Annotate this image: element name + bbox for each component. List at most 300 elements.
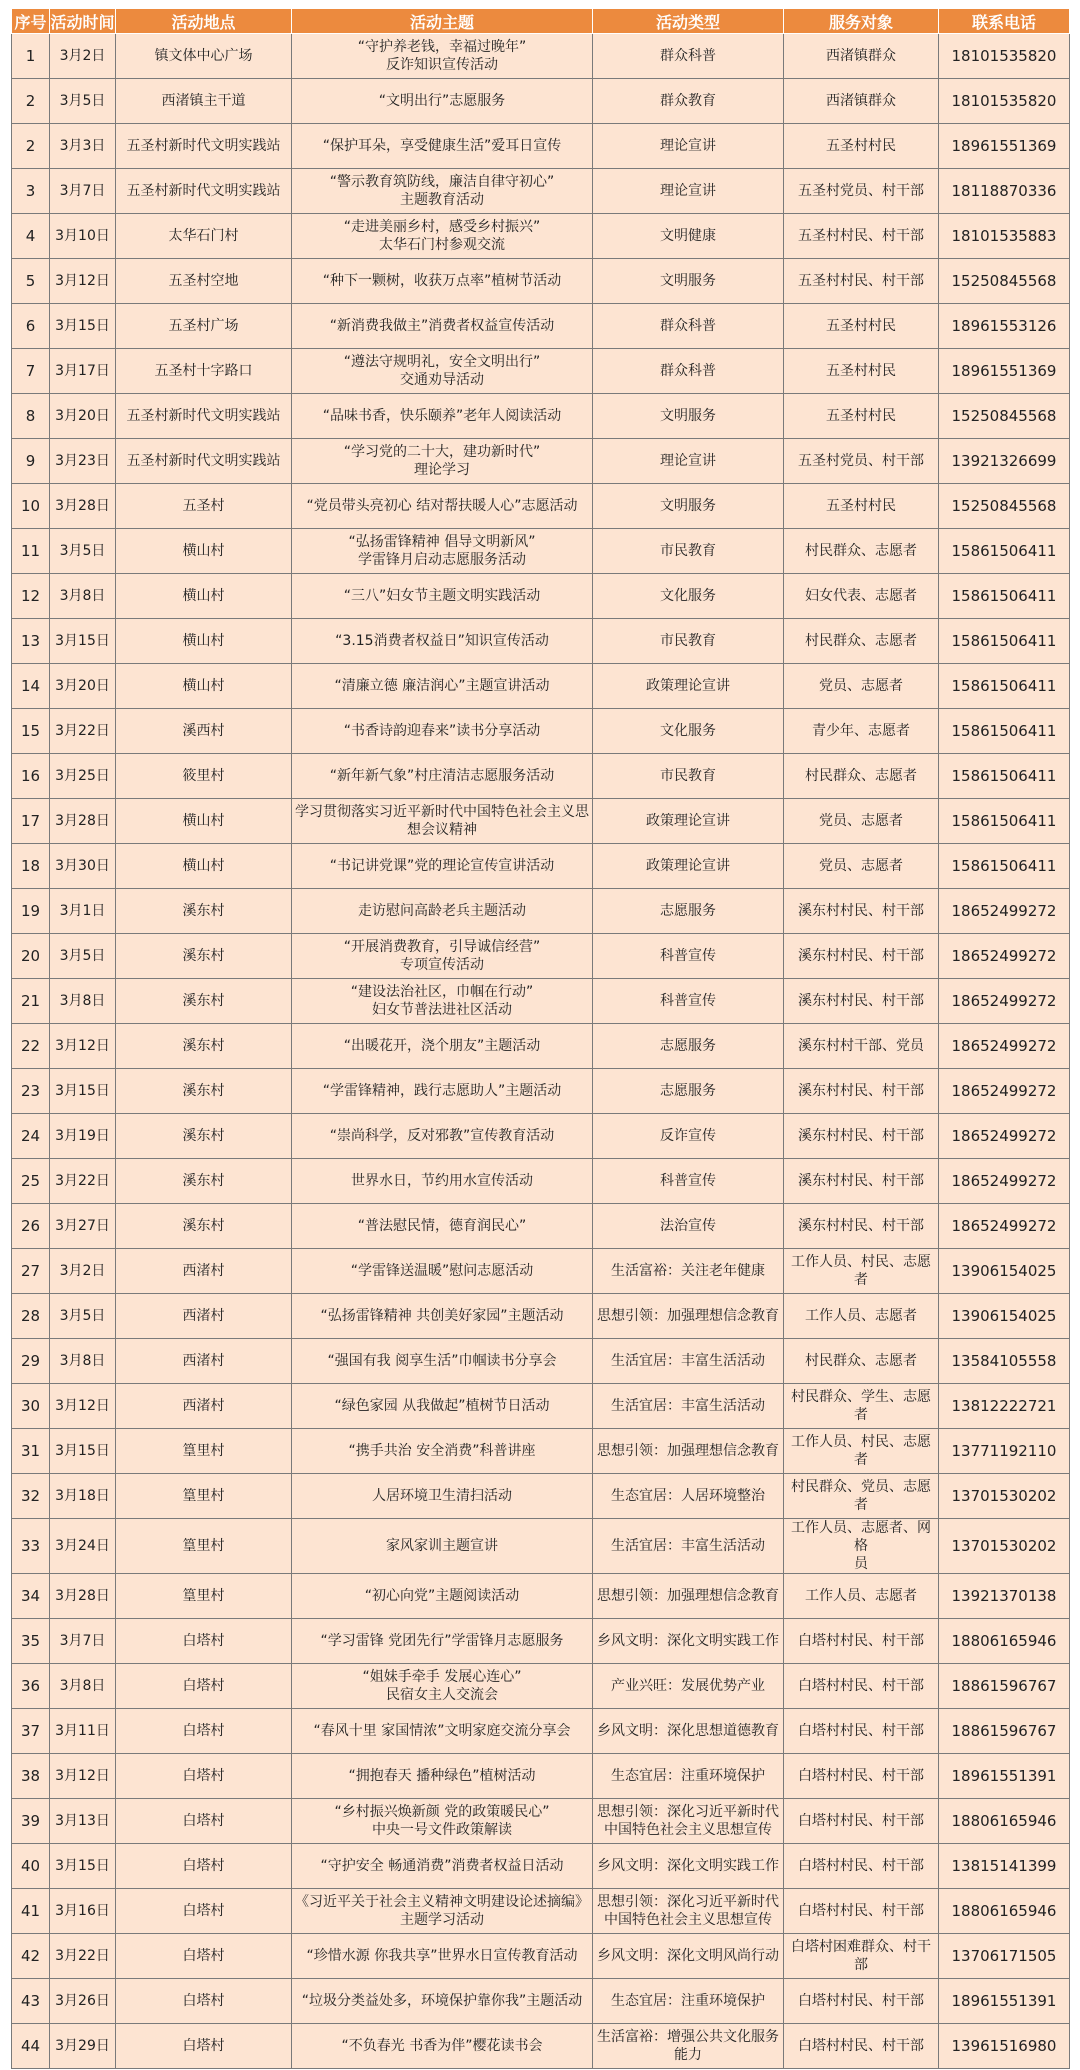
cell-location: 西渚村	[116, 1384, 292, 1429]
cell-phone: 18652499272	[939, 1069, 1070, 1114]
cell-location: 篁里村	[116, 1574, 292, 1619]
cell-audience: 工作人员、村民、志愿者	[784, 1429, 939, 1474]
cell-time: 3月12日	[50, 1384, 116, 1429]
cell-time: 3月15日	[50, 1844, 116, 1889]
cell-phone: 13921370138	[939, 1574, 1070, 1619]
header-location: 活动地点	[116, 9, 292, 34]
cell-type: 文化服务	[593, 709, 784, 754]
cell-location: 白塔村	[116, 1844, 292, 1889]
cell-topic: “学雷锋送温暖”慰问志愿活动	[292, 1249, 593, 1294]
cell-type: 文明服务	[593, 259, 784, 304]
cell-seq: 10	[12, 484, 50, 529]
cell-phone: 15861506411	[939, 619, 1070, 664]
cell-phone: 15861506411	[939, 844, 1070, 889]
cell-location: 白塔村	[116, 1799, 292, 1844]
cell-seq: 16	[12, 754, 50, 799]
cell-type: 群众科普	[593, 349, 784, 394]
cell-type: 理论宣讲	[593, 169, 784, 214]
cell-location: 五圣村新时代文明实践站	[116, 439, 292, 484]
cell-topic: “新消费我做主”消费者权益宣传活动	[292, 304, 593, 349]
cell-phone: 13815141399	[939, 1844, 1070, 1889]
cell-audience: 村民群众、志愿者	[784, 619, 939, 664]
cell-seq: 5	[12, 259, 50, 304]
cell-seq: 12	[12, 574, 50, 619]
table-row	[12, 889, 1070, 934]
cell-audience: 五圣村村民	[784, 124, 939, 169]
cell-location: 横山村	[116, 574, 292, 619]
cell-location: 五圣村新时代文明实践站	[116, 169, 292, 214]
cell-type: 文化服务	[593, 574, 784, 619]
cell-type: 乡风文明：深化思想道德教育	[593, 1709, 784, 1754]
cell-audience: 五圣村村民	[784, 484, 939, 529]
cell-type: 乡风文明：深化文明实践工作	[593, 1619, 784, 1664]
cell-topic: “姐妹手牵手 发展心连心” 民宿女主人交流会	[292, 1664, 593, 1709]
cell-type: 文明健康	[593, 214, 784, 259]
cell-location: 西渚村	[116, 1339, 292, 1384]
cell-phone: 18806165946	[939, 1619, 1070, 1664]
cell-topic: “学雷锋精神，践行志愿助人”主题活动	[292, 1069, 593, 1114]
cell-audience: 五圣村村民、村干部	[784, 259, 939, 304]
cell-type: 生态宜居：注重环境保护	[593, 1979, 784, 2024]
cell-audience: 白塔村村民、村干部	[784, 1709, 939, 1754]
cell-phone: 18652499272	[939, 979, 1070, 1024]
cell-location: 白塔村	[116, 1709, 292, 1754]
table-row	[12, 709, 1070, 754]
cell-audience: 村民群众、志愿者	[784, 529, 939, 574]
cell-seq: 39	[12, 1799, 50, 1844]
cell-location: 五圣村	[116, 484, 292, 529]
cell-time: 3月8日	[50, 979, 116, 1024]
cell-audience: 白塔村村民、村干部	[784, 1664, 939, 1709]
cell-location: 西渚村	[116, 1249, 292, 1294]
cell-location: 筱里村	[116, 754, 292, 799]
cell-audience: 五圣村村民	[784, 304, 939, 349]
cell-topic: “强国有我 阅享生活”巾帼读书分享会	[292, 1339, 593, 1384]
cell-seq: 8	[12, 394, 50, 439]
table-row	[12, 1069, 1070, 1114]
table-row	[12, 1799, 1070, 1844]
table-row	[12, 1934, 1070, 1979]
cell-location: 横山村	[116, 844, 292, 889]
cell-location: 五圣村空地	[116, 259, 292, 304]
cell-type: 生活宜居：丰富生活活动	[593, 1339, 784, 1384]
table-row	[12, 754, 1070, 799]
cell-time: 3月22日	[50, 1159, 116, 1204]
cell-location: 溪东村	[116, 1069, 292, 1114]
cell-audience: 白塔村村民、村干部	[784, 1979, 939, 2024]
cell-location: 五圣村新时代文明实践站	[116, 124, 292, 169]
cell-time: 3月5日	[50, 1294, 116, 1339]
cell-topic: 家风家训主题宣讲	[292, 1519, 593, 1574]
cell-topic: 学习贯彻落实习近平新时代中国特色社会主义思 想会议精神	[292, 799, 593, 844]
cell-time: 3月12日	[50, 1024, 116, 1069]
cell-audience: 西渚镇群众	[784, 34, 939, 79]
cell-time: 3月11日	[50, 1709, 116, 1754]
cell-type: 反诈宣传	[593, 1114, 784, 1159]
table-row	[12, 934, 1070, 979]
cell-topic: “开展消费教育，引导诚信经营” 专项宣传活动	[292, 934, 593, 979]
cell-seq: 40	[12, 1844, 50, 1889]
cell-audience: 溪东村村干部、党员	[784, 1024, 939, 1069]
cell-seq: 13	[12, 619, 50, 664]
cell-phone: 18652499272	[939, 1024, 1070, 1069]
table-row	[12, 1159, 1070, 1204]
table-row	[12, 1339, 1070, 1384]
cell-topic: “文明出行”志愿服务	[292, 79, 593, 124]
cell-phone: 13906154025	[939, 1249, 1070, 1294]
table-row	[12, 2024, 1070, 2069]
cell-time: 3月25日	[50, 754, 116, 799]
cell-audience: 白塔村村民、村干部	[784, 1889, 939, 1934]
cell-audience: 溪东村村民、村干部	[784, 1069, 939, 1114]
cell-phone: 15861506411	[939, 574, 1070, 619]
cell-audience: 溪东村村民、村干部	[784, 1159, 939, 1204]
cell-topic: “品味书香，快乐颐养”老年人阅读活动	[292, 394, 593, 439]
cell-time: 3月19日	[50, 1114, 116, 1159]
cell-time: 3月5日	[50, 934, 116, 979]
cell-seq: 23	[12, 1069, 50, 1114]
cell-phone: 18961551369	[939, 349, 1070, 394]
table-body	[12, 34, 1070, 2069]
cell-topic: “新年新气象”村庄清洁志愿服务活动	[292, 754, 593, 799]
cell-topic: “警示教育筑防线，廉洁自律守初心” 主题教育活动	[292, 169, 593, 214]
cell-seq: 24	[12, 1114, 50, 1159]
cell-time: 3月7日	[50, 1619, 116, 1664]
cell-time: 3月2日	[50, 1249, 116, 1294]
cell-seq: 34	[12, 1574, 50, 1619]
cell-type: 乡风文明：深化文明实践工作	[593, 1844, 784, 1889]
cell-type: 科普宣传	[593, 1159, 784, 1204]
cell-phone: 18961553126	[939, 304, 1070, 349]
cell-topic: “遵法守规明礼，安全文明出行” 交通劝导活动	[292, 349, 593, 394]
cell-time: 3月17日	[50, 349, 116, 394]
cell-type: 文明服务	[593, 394, 784, 439]
cell-phone: 15861506411	[939, 529, 1070, 574]
cell-time: 3月26日	[50, 1979, 116, 2024]
cell-type: 群众教育	[593, 79, 784, 124]
cell-seq: 19	[12, 889, 50, 934]
cell-time: 3月24日	[50, 1519, 116, 1574]
cell-location: 白塔村	[116, 1619, 292, 1664]
cell-type: 思想引领：加强理想信念教育	[593, 1294, 784, 1339]
cell-time: 3月29日	[50, 2024, 116, 2069]
cell-location: 白塔村	[116, 2024, 292, 2069]
cell-phone: 18652499272	[939, 1204, 1070, 1249]
cell-location: 横山村	[116, 799, 292, 844]
cell-phone: 15861506411	[939, 799, 1070, 844]
cell-topic: 人居环境卫生清扫活动	[292, 1474, 593, 1519]
cell-seq: 38	[12, 1754, 50, 1799]
cell-seq: 21	[12, 979, 50, 1024]
cell-phone: 13701530202	[939, 1519, 1070, 1574]
cell-phone: 18101535883	[939, 214, 1070, 259]
table-row	[12, 304, 1070, 349]
cell-topic: “三八”妇女节主题文明实践活动	[292, 574, 593, 619]
cell-location: 太华石门村	[116, 214, 292, 259]
cell-location: 溪东村	[116, 1024, 292, 1069]
cell-time: 3月28日	[50, 799, 116, 844]
table-row	[12, 799, 1070, 844]
cell-type: 产业兴旺：发展优势产业	[593, 1664, 784, 1709]
table-row	[12, 1664, 1070, 1709]
cell-topic: “守护安全 畅通消费”消费者权益日活动	[292, 1844, 593, 1889]
table-row	[12, 1709, 1070, 1754]
cell-audience: 白塔村困难群众、村干部	[784, 1934, 939, 1979]
cell-topic: “党员带头亮初心 结对帮扶暖人心”志愿活动	[292, 484, 593, 529]
cell-location: 篁里村	[116, 1429, 292, 1474]
table-row	[12, 1474, 1070, 1519]
cell-location: 五圣村广场	[116, 304, 292, 349]
table-row	[12, 844, 1070, 889]
table-row	[12, 484, 1070, 529]
cell-audience: 溪东村村民、村干部	[784, 1114, 939, 1159]
cell-topic: “出暖花开，浇个朋友”主题活动	[292, 1024, 593, 1069]
cell-phone: 18652499272	[939, 934, 1070, 979]
cell-phone: 18101535820	[939, 34, 1070, 79]
cell-location: 溪东村	[116, 889, 292, 934]
cell-time: 3月22日	[50, 1934, 116, 1979]
cell-type: 政策理论宣讲	[593, 799, 784, 844]
cell-location: 溪东村	[116, 1114, 292, 1159]
cell-phone: 15250845568	[939, 259, 1070, 304]
cell-audience: 五圣村村民	[784, 349, 939, 394]
cell-topic: “普法慰民情，德育润民心”	[292, 1204, 593, 1249]
table-row	[12, 169, 1070, 214]
cell-audience: 白塔村村民、村干部	[784, 2024, 939, 2069]
table-row	[12, 979, 1070, 1024]
cell-audience: 五圣村村民	[784, 394, 939, 439]
cell-type: 政策理论宣讲	[593, 844, 784, 889]
cell-location: 镇文体中心广场	[116, 34, 292, 79]
cell-location: 白塔村	[116, 1934, 292, 1979]
table-row	[12, 1384, 1070, 1429]
cell-seq: 33	[12, 1519, 50, 1574]
cell-location: 横山村	[116, 619, 292, 664]
cell-audience: 溪东村村民、村干部	[784, 979, 939, 1024]
cell-type: 文明服务	[593, 484, 784, 529]
header-phone: 联系电话	[939, 9, 1070, 34]
header-audience: 服务对象	[784, 9, 939, 34]
cell-seq: 14	[12, 664, 50, 709]
cell-topic: “拥抱春天 播种绿色”植树活动	[292, 1754, 593, 1799]
cell-phone: 18118870336	[939, 169, 1070, 214]
cell-seq: 2	[12, 124, 50, 169]
cell-time: 3月8日	[50, 1664, 116, 1709]
cell-phone: 18961551391	[939, 1754, 1070, 1799]
cell-time: 3月22日	[50, 709, 116, 754]
cell-phone: 18961551369	[939, 124, 1070, 169]
cell-type: 志愿服务	[593, 889, 784, 934]
table-row	[12, 1619, 1070, 1664]
cell-time: 3月12日	[50, 1754, 116, 1799]
cell-seq: 30	[12, 1384, 50, 1429]
cell-audience: 党员、志愿者	[784, 799, 939, 844]
cell-time: 3月15日	[50, 619, 116, 664]
cell-seq: 32	[12, 1474, 50, 1519]
cell-seq: 26	[12, 1204, 50, 1249]
cell-location: 西渚村	[116, 1294, 292, 1339]
cell-type: 法治宣传	[593, 1204, 784, 1249]
table-row	[12, 1249, 1070, 1294]
cell-seq: 42	[12, 1934, 50, 1979]
cell-location: 溪东村	[116, 979, 292, 1024]
cell-time: 3月23日	[50, 439, 116, 484]
cell-topic: “保护耳朵，享受健康生活”爱耳日宣传	[292, 124, 593, 169]
table-row	[12, 1519, 1070, 1574]
cell-type: 志愿服务	[593, 1069, 784, 1114]
cell-location: 溪东村	[116, 934, 292, 979]
table-row	[12, 259, 1070, 304]
activity-schedule-table	[11, 8, 1070, 2069]
cell-time: 3月10日	[50, 214, 116, 259]
table-row	[12, 214, 1070, 259]
cell-location: 横山村	[116, 529, 292, 574]
cell-seq: 17	[12, 799, 50, 844]
table-row	[12, 1979, 1070, 2024]
cell-time: 3月12日	[50, 259, 116, 304]
cell-time: 3月18日	[50, 1474, 116, 1519]
cell-time: 3月5日	[50, 529, 116, 574]
cell-topic: “乡村振兴焕新颜 党的政策暖民心” 中央一号文件政策解读	[292, 1799, 593, 1844]
cell-topic: “不负春光 书香为伴”樱花读书会	[292, 2024, 593, 2069]
cell-seq: 41	[12, 1889, 50, 1934]
cell-time: 3月7日	[50, 169, 116, 214]
cell-type: 市民教育	[593, 619, 784, 664]
cell-location: 五圣村十字路口	[116, 349, 292, 394]
cell-location: 横山村	[116, 664, 292, 709]
cell-phone: 15861506411	[939, 709, 1070, 754]
cell-type: 思想引领：深化习近平新时代 中国特色社会主义思想宣传	[593, 1799, 784, 1844]
cell-time: 3月8日	[50, 1339, 116, 1384]
cell-seq: 25	[12, 1159, 50, 1204]
cell-audience: 工作人员、志愿者	[784, 1294, 939, 1339]
cell-topic: “崇尚科学，反对邪教”宣传教育活动	[292, 1114, 593, 1159]
cell-location: 五圣村新时代文明实践站	[116, 394, 292, 439]
cell-location: 溪东村	[116, 1159, 292, 1204]
cell-phone: 15250845568	[939, 484, 1070, 529]
cell-seq: 27	[12, 1249, 50, 1294]
table-row	[12, 529, 1070, 574]
cell-audience: 白塔村村民、村干部	[784, 1619, 939, 1664]
cell-phone: 13812222721	[939, 1384, 1070, 1429]
cell-type: 政策理论宣讲	[593, 664, 784, 709]
cell-type: 理论宣讲	[593, 439, 784, 484]
cell-time: 3月15日	[50, 1069, 116, 1114]
cell-location: 溪西村	[116, 709, 292, 754]
cell-time: 3月27日	[50, 1204, 116, 1249]
table-row	[12, 1114, 1070, 1159]
cell-type: 思想引领：深化习近平新时代 中国特色社会主义思想宣传	[593, 1889, 784, 1934]
cell-topic: “书香诗韵迎春来”读书分享活动	[292, 709, 593, 754]
cell-seq: 37	[12, 1709, 50, 1754]
header-topic: 活动主题	[292, 9, 593, 34]
cell-phone: 18652499272	[939, 1114, 1070, 1159]
cell-topic: “种下一颗树，收获万点率”植树节活动	[292, 259, 593, 304]
table-row	[12, 34, 1070, 79]
cell-audience: 党员、志愿者	[784, 844, 939, 889]
cell-type: 生活富裕：关注老年健康	[593, 1249, 784, 1294]
cell-topic: “弘扬雷锋精神 共创美好家园”主题活动	[292, 1294, 593, 1339]
table-row	[12, 1844, 1070, 1889]
cell-audience: 溪东村村民、村干部	[784, 1204, 939, 1249]
cell-audience: 溪东村村民、村干部	[784, 934, 939, 979]
cell-phone: 15861506411	[939, 754, 1070, 799]
cell-phone: 18652499272	[939, 889, 1070, 934]
cell-seq: 11	[12, 529, 50, 574]
cell-time: 3月8日	[50, 574, 116, 619]
cell-seq: 4	[12, 214, 50, 259]
cell-audience: 青少年、志愿者	[784, 709, 939, 754]
cell-topic: “走进美丽乡村，感受乡村振兴” 太华石门村参观交流	[292, 214, 593, 259]
cell-location: 篁里村	[116, 1474, 292, 1519]
cell-time: 3月5日	[50, 79, 116, 124]
cell-location: 白塔村	[116, 1664, 292, 1709]
cell-seq: 6	[12, 304, 50, 349]
cell-seq: 15	[12, 709, 50, 754]
cell-phone: 13961516980	[939, 2024, 1070, 2069]
cell-type: 思想引领：加强理想信念教育	[593, 1574, 784, 1619]
cell-type: 生活富裕：增强公共文化服务 能力	[593, 2024, 784, 2069]
cell-phone: 15861506411	[939, 664, 1070, 709]
cell-type: 群众科普	[593, 304, 784, 349]
cell-type: 生态宜居：人居环境整治	[593, 1474, 784, 1519]
cell-seq: 18	[12, 844, 50, 889]
cell-type: 科普宣传	[593, 979, 784, 1024]
cell-topic: “守护养老钱，幸福过晚年” 反诈知识宣传活动	[292, 34, 593, 79]
cell-type: 生态宜居：注重环境保护	[593, 1754, 784, 1799]
table-header-row	[12, 9, 1070, 34]
cell-audience: 村民群众、志愿者	[784, 1339, 939, 1384]
cell-topic: 《习近平关于社会主义精神文明建设论述摘编》 主题学习活动	[292, 1889, 593, 1934]
table-row	[12, 1574, 1070, 1619]
cell-topic: 走访慰问高龄老兵主题活动	[292, 889, 593, 934]
cell-time: 3月28日	[50, 1574, 116, 1619]
cell-topic: “学习党的二十大，建功新时代” 理论学习	[292, 439, 593, 484]
cell-topic: “垃圾分类益处多，环境保护靠你我”主题活动	[292, 1979, 593, 2024]
table-row	[12, 1204, 1070, 1249]
cell-type: 思想引领：加强理想信念教育	[593, 1429, 784, 1474]
cell-type: 志愿服务	[593, 1024, 784, 1069]
cell-seq: 7	[12, 349, 50, 394]
cell-seq: 43	[12, 1979, 50, 2024]
cell-type: 市民教育	[593, 754, 784, 799]
cell-seq: 22	[12, 1024, 50, 1069]
cell-time: 3月20日	[50, 394, 116, 439]
cell-phone: 15250845568	[939, 394, 1070, 439]
table-row	[12, 664, 1070, 709]
cell-audience: 村民群众、党员、志愿者	[784, 1474, 939, 1519]
cell-audience: 党员、志愿者	[784, 664, 939, 709]
cell-time: 3月15日	[50, 304, 116, 349]
table-row	[12, 574, 1070, 619]
cell-time: 3月30日	[50, 844, 116, 889]
cell-time: 3月1日	[50, 889, 116, 934]
cell-location: 西渚镇主干道	[116, 79, 292, 124]
cell-type: 生活宜居：丰富生活活动	[593, 1384, 784, 1429]
cell-audience: 溪东村村民、村干部	[784, 889, 939, 934]
cell-time: 3月28日	[50, 484, 116, 529]
cell-seq: 2	[12, 79, 50, 124]
cell-phone: 13584105558	[939, 1339, 1070, 1384]
header-type: 活动类型	[593, 9, 784, 34]
cell-topic: “弘扬雷锋精神 倡导文明新风” 学雷锋月启动志愿服务活动	[292, 529, 593, 574]
cell-audience: 西渚镇群众	[784, 79, 939, 124]
cell-time: 3月3日	[50, 124, 116, 169]
cell-topic: “携手共治 安全消费”科普讲座	[292, 1429, 593, 1474]
cell-audience: 白塔村村民、村干部	[784, 1844, 939, 1889]
cell-phone: 13771192110	[939, 1429, 1070, 1474]
table-row	[12, 1889, 1070, 1934]
